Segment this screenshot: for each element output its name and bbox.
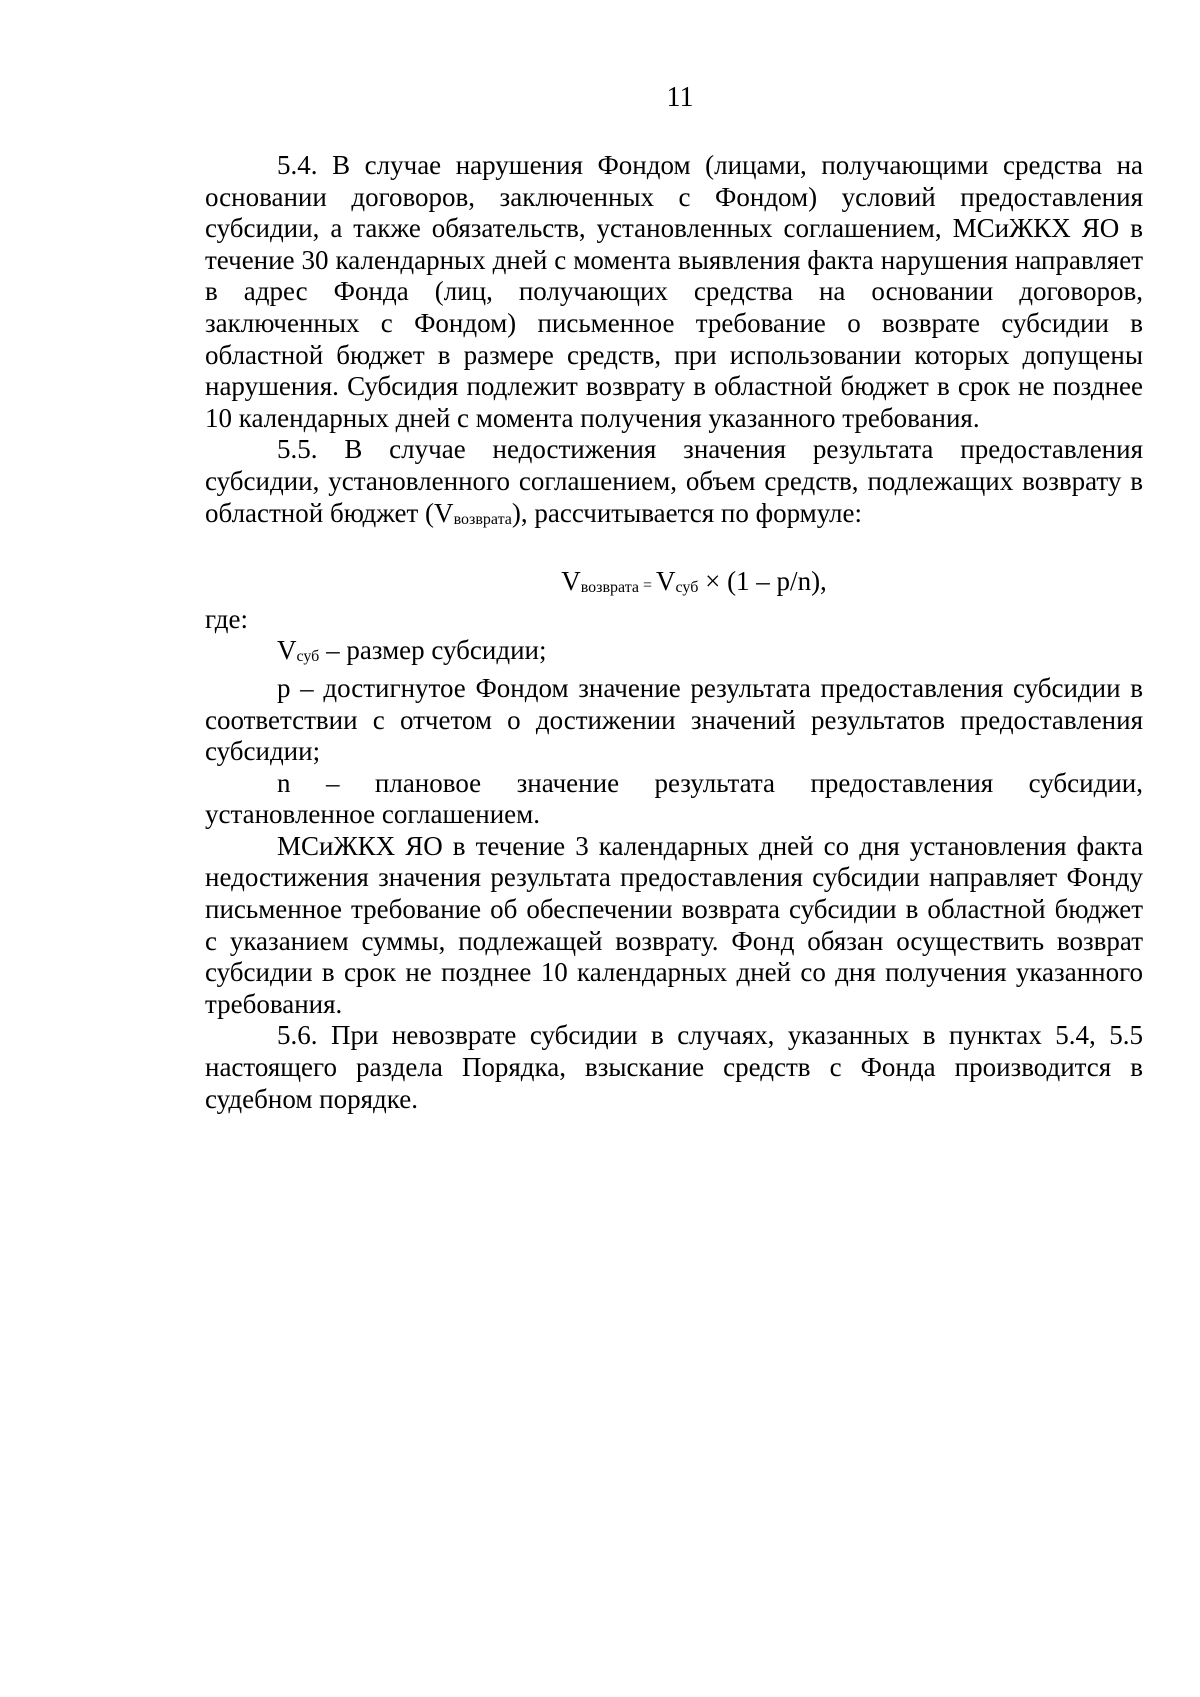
- p-definition: p – достигнутое Фондом значение результата предоставления субсидии в соответствии с отчетом о достижении значений результатов предоставления субсидии;: [205, 672, 1143, 767]
- formula-lhs-subscript: возврата: [580, 579, 639, 597]
- v-return-subscript: возврата: [453, 510, 512, 528]
- formula-rhs-v: V: [656, 566, 676, 597]
- paragraph-5-5: [205, 434, 1143, 535]
- paragraph-5-6: 5.6. При невозврате субсидии в случаях, указанных в пунктах 5.4, 5.5 настоящего раздела Порядка, взыскание средств с Фонда производится в судебном порядке.: [205, 1020, 1143, 1114]
- page-number: 11: [666, 82, 694, 113]
- formula-rhs-rest: × (1 – p/n),: [698, 566, 827, 597]
- paragraph-5-4: 5.4. В случае нарушения Фондом (лицами, получающими средства на основании договоров, заключенных с Фондом) условий предоставления субсидии, а также обязательств, установленных соглашением, МСиЖКХ ЯО в течение 30 календарных дней с момента выявления факта нарушения направляет в адрес Фонда (лиц, получающих средства на основании договоров, заключенных с Фондом) письменное требование о возврате субсидии в областной бюджет в размере средств, при использовании которых допущены нарушения. Субсидия подлежит возврату в областной бюджет в срок не позднее 10 календарных дней с момента получения указанного требования.: [205, 150, 1143, 433]
- msizhkh-paragraph: МСиЖКХ ЯО в течение 3 календарных дней со дня установления факта недостижения значения результата предоставления субсидии направляет Фонду письменное требование об обеспечении возврата субсидии в областной бюджет с указанием суммы, подлежащей возврату. Фонд обязан осуществить возврат субсидии в срок не позднее 10 календарных дней со дня получения указанного требования.: [205, 830, 1143, 1019]
- document-body: [205, 150, 1143, 1115]
- formula-lhs-v: V: [561, 566, 581, 597]
- vsub-text: – размер субсидии;: [319, 635, 547, 666]
- formula-rhs-subscript: суб: [675, 579, 699, 597]
- n-definition: n – плановое значение результата предоставления субсидии, установленное соглашением.: [205, 767, 1143, 830]
- vsub-v: V: [277, 635, 297, 666]
- vsub-definition: [205, 635, 1143, 673]
- paragraph-5-5-text-start: 5.5. В случае недостижения значения результата предоставления субсидии, установленного соглашением, объем средств, подлежащих возврату в областной бюджет (V: [205, 434, 1143, 528]
- formula-equals: =: [638, 577, 657, 595]
- paragraph-5-5-text-end: ), рассчитывается по формуле:: [511, 497, 863, 528]
- where-label: где:: [205, 603, 248, 634]
- return-formula: [205, 566, 1143, 604]
- vsub-subscript: суб: [296, 648, 320, 666]
